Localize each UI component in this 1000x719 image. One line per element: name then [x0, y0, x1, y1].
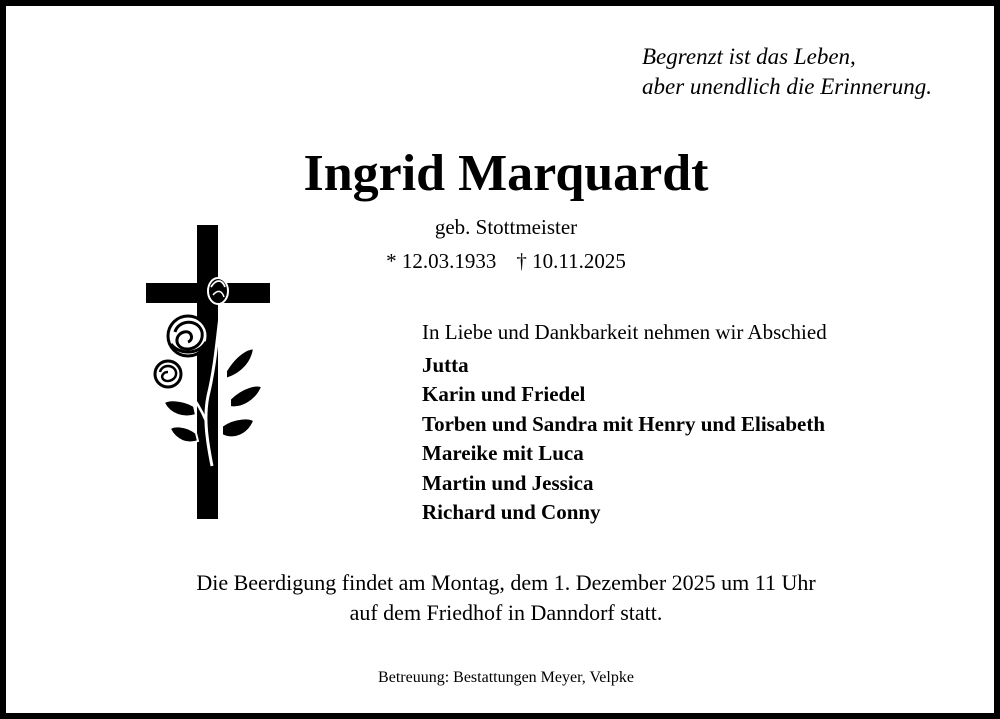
- memorial-quote: [642, 42, 982, 102]
- deceased-name: Ingrid Marquardt: [303, 145, 709, 202]
- mourner-name: Jutta: [422, 353, 469, 377]
- death-date: † 10.11.2025: [516, 249, 626, 273]
- mourners-list: [422, 351, 825, 527]
- funeral-line-1: Die Beerdigung findet am Montag, dem 1. Dezember 2025 um 11 Uhr: [196, 570, 816, 595]
- maiden-name: geb. Stottmeister: [434, 215, 578, 239]
- mourner-name: Richard und Conny: [422, 500, 601, 525]
- mourner-name: Karin und Friedel: [422, 382, 586, 407]
- funeral-home-credit: Betreuung: Bestattungen Meyer, Velpke: [378, 669, 634, 686]
- funeral-notice: [6, 568, 1000, 628]
- mourner-name: Martin und Jessica: [422, 470, 594, 495]
- mourner-name: Torben und Sandra mit Henry und Elisabeth: [422, 411, 826, 436]
- farewell-intro: In Liebe und Dankbarkeit nehmen wir Abschied: [422, 320, 827, 344]
- quote-line-1: Begrenzt ist das Leben,: [642, 44, 856, 69]
- funeral-line-2: auf dem Friedhof in Danndorf statt.: [349, 600, 663, 625]
- mourner-name: Mareike mit Luca: [422, 441, 584, 466]
- cross-with-roses-icon: [142, 221, 274, 523]
- birth-date: * 12.03.1933: [386, 249, 497, 273]
- quote-line-2: aber unendlich die Erinnerung.: [642, 74, 933, 99]
